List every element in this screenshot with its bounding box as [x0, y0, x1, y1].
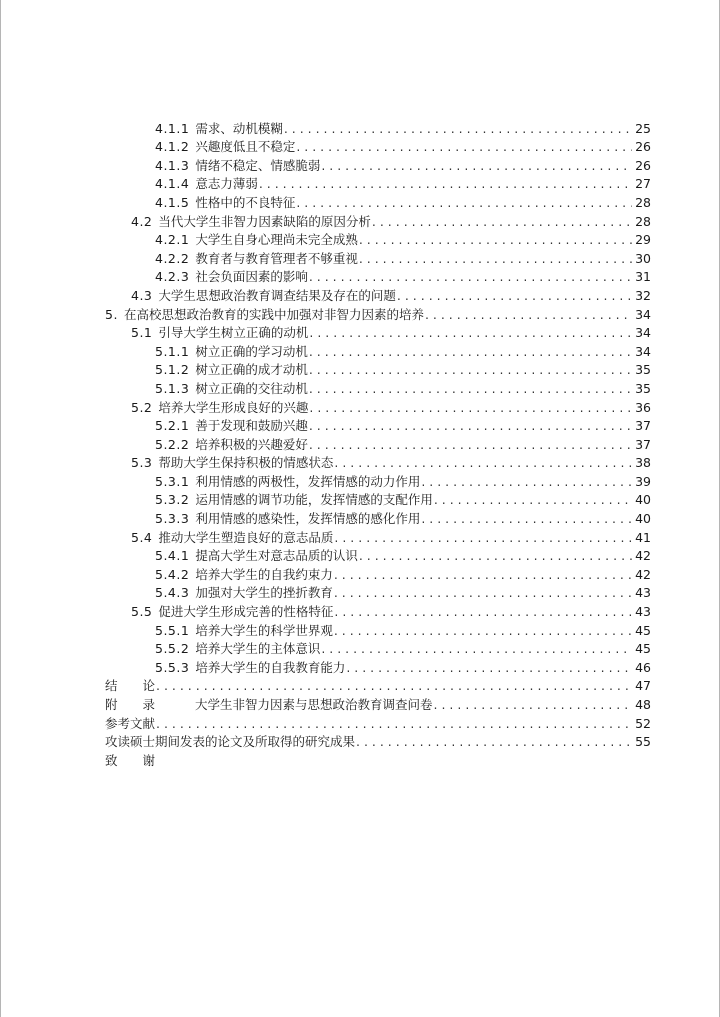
toc-entry[interactable]	[1, 303, 720, 322]
toc-leader	[421, 511, 632, 526]
toc-entry-number: 5.3.3	[155, 511, 190, 527]
toc-entry[interactable]	[1, 470, 720, 489]
toc-entry-title: 培养大学生的自我教育能力	[195, 659, 346, 675]
toc-title-references: 参考文献	[105, 715, 156, 731]
toc-entry-page: 43	[635, 604, 651, 620]
toc-entry-page: 37	[635, 436, 651, 452]
toc-entry[interactable]	[1, 377, 720, 396]
toc-leader	[309, 418, 632, 433]
toc-entry-page: 26	[635, 139, 651, 155]
toc-entry[interactable]	[1, 117, 720, 136]
toc-entry-acknowledgements[interactable]	[1, 749, 720, 768]
toc-leader	[296, 195, 632, 210]
toc-entry[interactable]	[1, 396, 720, 415]
toc-entry-page: 34	[635, 343, 651, 359]
toc-leader	[434, 697, 632, 712]
toc-entry-page: 39	[635, 473, 651, 489]
toc-entry[interactable]	[1, 619, 720, 638]
toc-entry-references[interactable]	[1, 712, 720, 731]
toc-entry-title: 意志力薄弱	[195, 176, 258, 192]
toc-entry[interactable]	[1, 452, 720, 471]
toc-entry-page: 31	[635, 269, 651, 285]
toc-page-conclusion: 47	[635, 678, 651, 694]
toc-leader	[334, 585, 632, 600]
toc-page-appendix: 48	[635, 697, 651, 712]
toc-leader	[421, 474, 632, 489]
toc-entry-number: 5.2.2	[155, 436, 190, 452]
toc-entry-page: 40	[635, 511, 651, 527]
toc-leader	[346, 660, 632, 675]
toc-entry-title: 运用情感的调节功能，发挥情感的支配作用	[195, 492, 433, 508]
toc-entry-title: 善于发现和鼓励兴趣	[195, 418, 308, 434]
toc-leader	[359, 251, 632, 266]
toc-entry-number: 4.1.4	[155, 176, 190, 192]
toc-entry-page: 42	[635, 548, 651, 564]
toc-entry-number: 5.	[105, 306, 118, 322]
toc-entry-page: 34	[635, 325, 651, 341]
toc-leader	[334, 567, 632, 582]
toc-entry[interactable]	[1, 247, 720, 266]
toc-leader	[434, 492, 632, 507]
toc-entry-page: 35	[635, 362, 651, 378]
toc-leader	[425, 307, 632, 322]
toc-leader	[356, 734, 632, 749]
toc-entry-title: 在高校思想政治教育的实践中加强对非智力因素的培养	[123, 306, 424, 322]
toc-leader	[359, 232, 632, 247]
toc-entry-number: 5.5	[131, 604, 153, 620]
toc-leader	[309, 325, 632, 340]
toc-entry-number: 5.1.3	[155, 380, 190, 396]
toc-entry-page: 43	[635, 585, 651, 601]
toc-entry-number: 4.1.3	[155, 157, 190, 173]
toc-leader	[334, 455, 632, 470]
toc-entry-number: 5.3	[131, 455, 153, 471]
toc-leader	[309, 437, 632, 452]
toc-entry-page: 42	[635, 566, 651, 582]
toc-entry[interactable]	[1, 173, 720, 192]
toc-entry-number: 5.2.1	[155, 418, 190, 434]
toc-entry[interactable]	[1, 638, 720, 657]
toc-entry-number: 5.4	[131, 529, 153, 545]
toc-leader	[259, 176, 632, 191]
toc-entry-number: 5.1.1	[155, 343, 190, 359]
toc-entry[interactable]	[1, 489, 720, 508]
toc-entry-title: 大学生思想政治教育调查结果及存在的问题	[158, 287, 396, 303]
toc-entry-conclusion[interactable]	[1, 675, 720, 694]
toc-entry-title: 培养大学生的主体意识	[195, 641, 321, 657]
toc-entry-number: 5.4.2	[155, 566, 190, 582]
toc-entry-page: 38	[635, 455, 651, 471]
toc-entry-title: 加强对大学生的挫折教育	[195, 585, 333, 601]
toc-entry-number: 5.3.2	[155, 492, 190, 508]
toc-entry-number: 5.3.1	[155, 473, 190, 489]
toc-entry-number: 5.1.2	[155, 362, 190, 378]
toc-entry-publications[interactable]	[1, 731, 720, 750]
toc-entry[interactable]	[1, 545, 720, 564]
toc-entry-page: 45	[635, 641, 651, 657]
toc-entry-title: 情绪不稳定、情感脆弱	[195, 157, 321, 173]
toc-entry[interactable]	[1, 266, 720, 285]
toc-entry[interactable]	[1, 600, 720, 619]
toc-entry[interactable]	[1, 284, 720, 303]
toc-entry[interactable]	[1, 526, 720, 545]
toc-entry-title: 兴趣度低且不稳定	[195, 139, 296, 155]
toc-entry-page: 35	[635, 380, 651, 396]
toc-entry-number: 5.4.3	[155, 585, 190, 601]
toc-entry-page: 34	[635, 306, 651, 322]
toc-entry-page: 40	[635, 492, 651, 508]
toc-entry-appendix[interactable]	[1, 693, 720, 712]
toc-leader	[309, 362, 632, 377]
toc-entry-title: 树立正确的交往动机	[195, 380, 308, 396]
toc-entry-title: 当代大学生非智力因素缺陷的原因分析	[158, 213, 371, 229]
toc-leader	[309, 269, 632, 284]
toc-leader	[372, 214, 632, 229]
toc-entry-page: 26	[635, 157, 651, 173]
toc-entry-title: 引导大学生树立正确的动机	[158, 325, 309, 341]
toc-title-appendix: 大学生非智力因素与思想政治教育调查问卷	[195, 697, 433, 712]
toc-leader	[296, 139, 632, 154]
toc-leader	[309, 381, 632, 396]
toc-entry[interactable]	[1, 322, 720, 341]
toc-title-conclusion: 结 论	[105, 678, 156, 694]
toc-entry[interactable]	[1, 210, 720, 229]
toc-entry-title: 需求、动机模糊	[195, 120, 283, 136]
toc-entry[interactable]	[1, 563, 720, 582]
toc-entry-number: 5.5.3	[155, 659, 190, 675]
toc-page-publications: 55	[635, 734, 651, 750]
toc-entry[interactable]	[1, 340, 720, 359]
toc-entry-number: 4.1.5	[155, 194, 190, 210]
toc-entry[interactable]	[1, 656, 720, 675]
toc-entry[interactable]	[1, 154, 720, 173]
toc-entry-title: 培养大学生的科学世界观	[195, 622, 333, 638]
table-of-contents	[1, 117, 720, 768]
toc-leader	[309, 344, 632, 359]
toc-entry-page: 46	[635, 659, 651, 675]
toc-leader	[321, 641, 632, 656]
toc-entry[interactable]	[1, 433, 720, 452]
toc-entry-title: 树立正确的成才动机	[195, 362, 308, 378]
toc-entry-number: 4.1.2	[155, 139, 190, 155]
toc-entry-title: 社会负面因素的影响	[195, 269, 308, 285]
toc-leader	[359, 548, 632, 563]
toc-entry-number: 4.1.1	[155, 120, 190, 136]
toc-entry-number: 5.2	[131, 399, 153, 415]
toc-entry[interactable]	[1, 582, 720, 601]
toc-entry-title: 大学生自身心理尚未完全成熟	[195, 232, 358, 248]
toc-entry-page: 29	[635, 232, 651, 248]
toc-entry-number: 4.3	[131, 287, 153, 303]
toc-leader	[321, 158, 632, 173]
toc-entry-title: 教育者与教育管理者不够重视	[195, 250, 358, 266]
toc-entry-page: 37	[635, 418, 651, 434]
toc-leader	[334, 623, 632, 638]
toc-entry-number: 5.1	[131, 325, 153, 341]
toc-entry-page: 25	[635, 120, 651, 136]
toc-entry-title: 提高大学生对意志品质的认识	[195, 548, 358, 564]
toc-entry-page: 28	[635, 194, 651, 210]
toc-entry[interactable]	[1, 507, 720, 526]
toc-entry-number: 5.5.1	[155, 622, 190, 638]
toc-leader	[334, 530, 632, 545]
toc-entry[interactable]	[1, 359, 720, 378]
toc-entry-page: 36	[635, 399, 651, 415]
toc-entry-number: 5.4.1	[155, 548, 190, 564]
toc-entry-page: 30	[635, 250, 651, 266]
toc-leader	[156, 716, 632, 731]
toc-entry-title: 帮助大学生保持积极的情感状态	[158, 455, 334, 471]
toc-entry-number: 5.5.2	[155, 641, 190, 657]
toc-entry-title: 性格中的不良特征	[195, 194, 296, 210]
toc-entry-title: 培养大学生形成良好的兴趣	[158, 399, 309, 415]
toc-entry[interactable]	[1, 136, 720, 155]
toc-entry-title: 推动大学生塑造良好的意志品质	[158, 529, 334, 545]
toc-entry-number: 4.2.1	[155, 232, 190, 248]
toc-label-appendix: 附 录	[105, 697, 156, 712]
toc-entry[interactable]	[1, 229, 720, 248]
toc-entry-number: 4.2.2	[155, 250, 190, 266]
toc-entry-title: 培养大学生的自我约束力	[195, 566, 333, 582]
toc-entry[interactable]	[1, 191, 720, 210]
toc-leader	[284, 121, 632, 136]
toc-leader	[156, 678, 632, 693]
toc-entry[interactable]	[1, 415, 720, 434]
toc-leader	[309, 400, 632, 415]
toc-entry-title: 培养积极的兴趣爱好	[195, 436, 308, 452]
toc-leader	[397, 288, 632, 303]
toc-page-references: 52	[635, 715, 651, 731]
toc-entry-title: 树立正确的学习动机	[195, 343, 308, 359]
toc-entry-number: 4.2.3	[155, 269, 190, 285]
toc-leader	[334, 604, 632, 619]
toc-entry-page: 32	[635, 287, 651, 303]
toc-entry-page: 28	[635, 213, 651, 229]
toc-entry-number: 4.2	[131, 213, 153, 229]
toc-entry-page: 41	[635, 529, 651, 545]
toc-entry-page: 45	[635, 622, 651, 638]
toc-entry-title: 促进大学生形成完善的性格特征	[158, 604, 334, 620]
toc-title-publications: 攻读硕士期间发表的论文及所取得的研究成果	[105, 734, 356, 750]
toc-entry-title: 利用情感的两极性，发挥情感的动力作用	[195, 473, 421, 489]
toc-entry-page: 27	[635, 176, 651, 192]
toc-entry-title: 利用情感的感染性，发挥情感的感化作用	[195, 511, 421, 527]
toc-title-acknowledgements: 致 谢	[105, 752, 156, 768]
